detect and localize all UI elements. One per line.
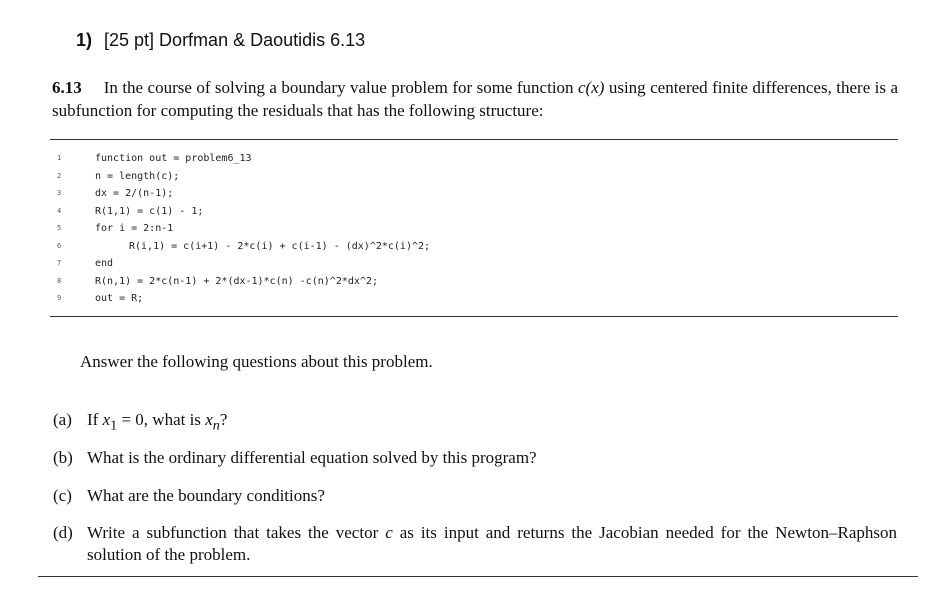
line-number: 9 (57, 294, 62, 302)
code-line (50, 255, 898, 273)
problem-statement (52, 76, 898, 122)
question-text-part: If (87, 410, 103, 429)
code-top-rule (50, 139, 898, 140)
code-text: R(n,1) = 2*c(n-1) + 2*(dx-1)*c(n) -c(n)^2*dx^2; (95, 275, 378, 287)
code-text: R(1,1) = c(1) - 1; (95, 205, 204, 217)
line-number: 6 (57, 241, 62, 250)
function-math: c(x) (577, 78, 605, 97)
vector-c: c (385, 523, 393, 542)
x-variable: x (205, 410, 213, 429)
question-text-part: = 0, what is (117, 410, 206, 429)
question-text-part: Write a subfunction that takes the vector (87, 523, 386, 542)
line-number: 3 (57, 189, 62, 197)
code-line (50, 185, 898, 203)
code-line (50, 238, 898, 256)
code-listing (50, 150, 898, 308)
code-line (50, 203, 898, 221)
x-subscript: n (212, 417, 220, 434)
line-number: 4 (57, 206, 62, 215)
question-label: (c) (53, 486, 72, 505)
code-text: R(i,1) = c(i+1) - 2*c(i) + c(i-1) - (dx)^2*c(i)^2; (129, 240, 431, 252)
x-subscript: 1 (110, 417, 118, 434)
code-text: end (95, 258, 114, 269)
code-line (50, 150, 898, 168)
assignment-header (76, 30, 365, 51)
code-text: n = length(c); (95, 170, 180, 182)
code-line (50, 220, 898, 238)
line-number: 5 (57, 224, 62, 232)
question-label: (a) (53, 410, 72, 429)
assignment-number: 1) (76, 30, 93, 50)
question-text-part: ? (219, 410, 228, 429)
line-number: 7 (57, 259, 62, 267)
line-number: 1 (57, 154, 62, 162)
problem-text-after: using centered finite differences, there is a subfunction for computing the residuals that has the following structure: (52, 78, 898, 120)
question-text (87, 522, 897, 566)
code-text: for i = 2:n-1 (95, 223, 174, 234)
code-text: out = R; (95, 293, 144, 304)
question-text (87, 409, 897, 436)
code-bottom-rule (50, 316, 898, 317)
assignment-title: [25 pt] Dorfman & Daoutidis 6.13 (104, 30, 366, 50)
question-text: What are the boundary conditions? (87, 486, 325, 505)
code-text: function out = problem6_13 (95, 153, 252, 164)
code-text: dx = 2/(n-1); (95, 188, 174, 199)
question-label: (d) (53, 523, 73, 542)
code-line (50, 290, 898, 308)
x-variable: x (102, 410, 111, 429)
problem-number: 6.13 (52, 78, 82, 97)
code-line (50, 168, 898, 186)
question-label: (b) (53, 448, 73, 467)
answer-intro: Answer the following questions about this problem. (80, 352, 433, 371)
line-number: 8 (57, 276, 62, 285)
question-text-part: as its input and returns the Jacobian needed for the Newton–Raphson solution of the problem. (87, 523, 897, 564)
footer-rule (38, 576, 918, 577)
code-line (50, 273, 898, 291)
problem-text-before: In the course of solving a boundary value problem for some function (103, 78, 578, 97)
line-number: 2 (57, 171, 62, 180)
question-text: What is the ordinary differential equation solved by this program? (87, 448, 537, 467)
